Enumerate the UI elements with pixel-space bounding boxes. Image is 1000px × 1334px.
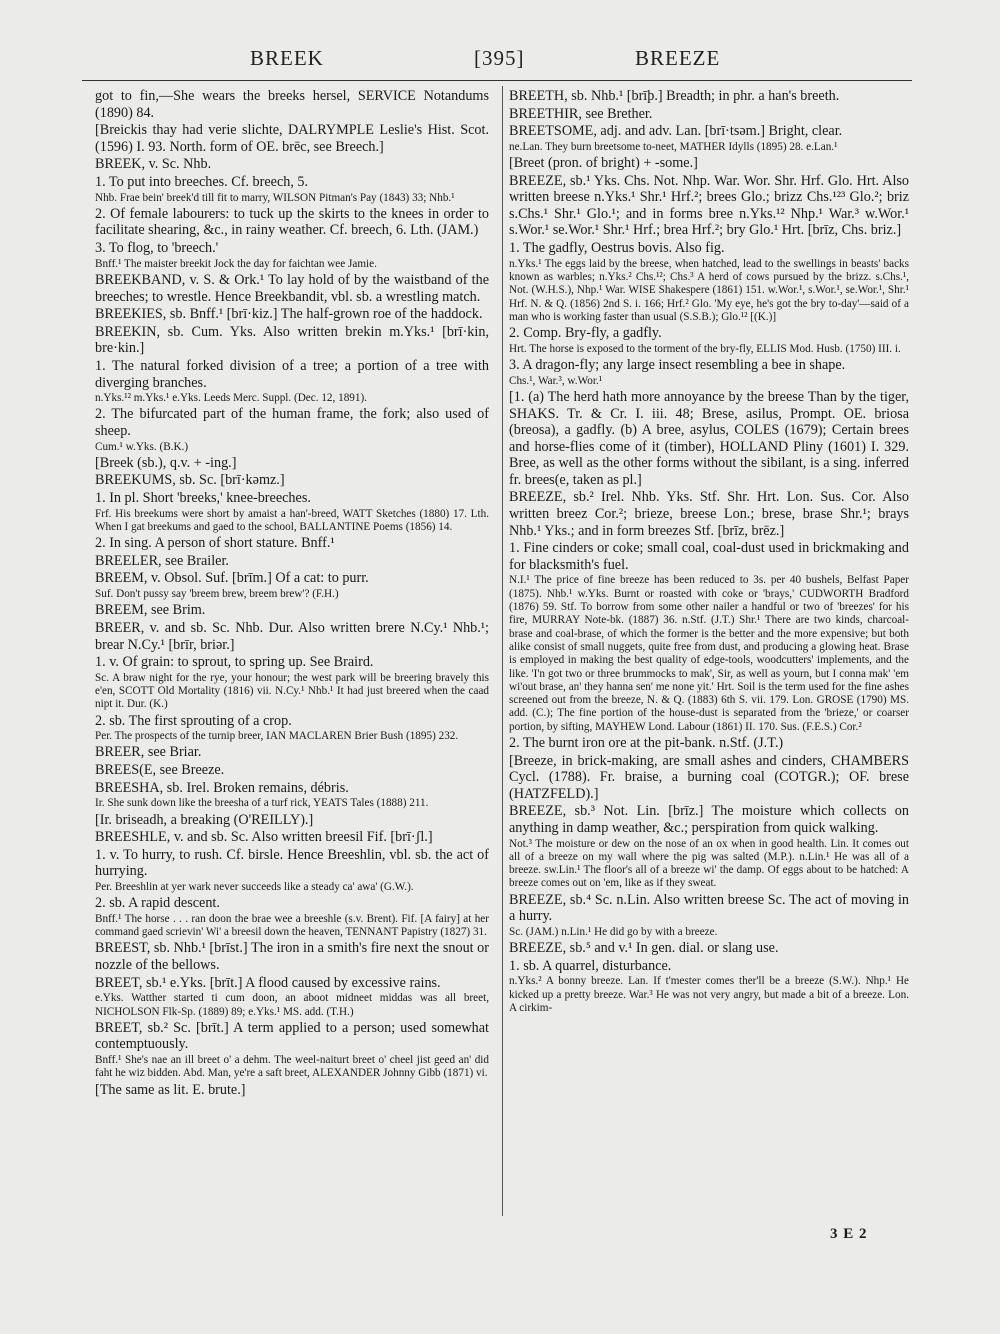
header-right-guideword: BREEZE [635,46,721,70]
entry-paragraph: [Breickis thay had verie slichte, DALRYMPLE Leslie's Hist. Scot. (1596) I. 93. North. form of OE. brēc, see Breech.] [95,122,489,155]
entry-paragraph: BREEZE, sb.⁵ and v.¹ In gen. dial. or slang use. [509,940,779,957]
entry-paragraph: BREEZE, sb.² Irel. Nhb. Yks. Stf. Shr. Hrt. Lon. Sus. Cor. Also written breez Cor.²; brieze, breese Lon.; brese, brase Shr.¹; brays Nhb.¹ Yks.; and in form breezes Stf. [brīz, brēz.] [509,489,909,539]
entry-paragraph: BREEZE, sb.¹ Yks. Chs. Not. Nhp. War. Wor. Shr. Hrf. Glo. Hrt. Also written breese n.Yks.¹ Shr.¹ Hrf.²; brees Glo.; brizz Chs.¹²³ Glo.²; briz s.Chs.¹ Shr.¹ Glo.¹; and in forms bree n.Yks.¹² Nhp.¹ War.³ w.Wor.¹ s.Wor.¹ se.Wor.¹ Shr.¹ Hrf.; brea Hrf.²; bry Glo.¹ Hrt. [brīz, Chs. briz.] [509,172,909,239]
entry-paragraph: [The same as lit. E. brute.] [95,1081,246,1098]
citation-paragraph: Sc. A braw night for the rye, your honour; the west park will be breering bravely this e'en, SCOTT Old Mortality (1816) vii. N.Cy.¹ Nhb.¹ It had just breered when the caad nipt it. Dur. (K.) [95,671,489,711]
citation-paragraph: Sc. (JAM.) n.Lin.¹ He did go by with a breeze. [509,925,718,938]
citation-paragraph: Suf. Don't pussy say 'breem brew, breem brew'? (F.H.) [95,588,339,601]
entry-paragraph: 2. Comp. Bry-fly, a gadfly. [509,325,662,342]
entry-paragraph: BREEM, see Brim. [95,602,206,619]
entry-paragraph: [Breeze, in brick-making, are small ashes and cinders, CHAMBERS Cycl. (1788). Fr. braise, a burning coal (COTGR.); OF. brese (HATZFELD).] [509,752,909,802]
signature-mark: 3 E 2 [830,1226,868,1242]
entry-paragraph: BREEKUMS, sb. Sc. [brī·kəmz.] [95,472,285,489]
entry-paragraph: 2. sb. The first sprouting of a crop. [95,712,292,729]
citation-paragraph: n.Yks.¹ The eggs laid by the breese, when hatched, lead to the swellings in beasts' backs known as warbles; n.Yks.² Chs.¹²; Chs.³ A herd of cows pursued by the brizz. s.Chs.¹, Not. (W.H.S.), Nhp.¹ War. WISE Shakespere (1861) 151. w.Wor.¹, s.Wor.¹, se.Wor.¹, Shr.¹ Hrf. N. & Q. (1856) 2nd S. i. 166; Hrf.² Glo. 'My eye, he's got the bry to-day'—said of a man who is working faster than usual (S.S.B.); Glo.¹² [(K.)] [509,257,909,323]
citation-paragraph: Hrt. The horse is exposed to the torment of the bry-fly, ELLIS Mod. Husb. (1750) III. i. [509,342,901,355]
entry-paragraph: 2. The bifurcated part of the human frame, the fork; also used of sheep. [95,406,489,439]
entry-paragraph: BREETSOME, adj. and adv. Lan. [brī·tsəm.] Bright, clear. [509,123,843,140]
entry-paragraph: BREEST, sb. Nhb.¹ [brīst.] The iron in a smith's fire next the snout or nozzle of the bellows. [95,940,489,974]
column-divider [502,86,503,1216]
entry-paragraph: BREESHA, sb. Irel. Broken remains, débris. [95,779,349,796]
entry-paragraph: BREEK, v. Sc. Nhb. [95,156,212,173]
citation-paragraph: Frf. His breekums were short by amaist a han'-breed, WATT Sketches (1880) 17. Lth. When I gat breekums and gaed to the school, BALLANTINE Poems (1856) 14. [95,507,489,533]
entry-paragraph: BREET, sb.² Sc. [brīt.] A term applied to a person; used somewhat contemptuously. [95,1019,489,1053]
entry-paragraph: 1. To put into breeches. Cf. breech, 5. [95,173,309,190]
citation-paragraph: n.Yks.² A bonny breeze. Lan. If t'mester comes ther'll be a breeze (S.W.). Nhp.¹ He kicked up a pretty breeze. War.³ He was not very angry, but made a bit of a breeze. Lon. A cirkim- [509,975,909,1015]
entry-paragraph: BREEZE, sb.⁴ Sc. n.Lin. Also written breese Sc. The act of moving in a hurry. [509,891,909,925]
entry-paragraph: BREEM, v. Obsol. Suf. [brīm.] Of a cat: to purr. [95,570,369,587]
entry-paragraph: BREEKBAND, v. S. & Ork.¹ To lay hold of by the waistband of the breeches; to wrestle. Hence Breekbandit, vbl. sb. a wrestling match. [95,271,489,305]
citation-paragraph: Not.³ The moisture or dew on the nose of an ox when in good health. Lin. It comes out all of a breeze on my wall where the pig was salted (M.P.). n.Lin.¹ He was all of a breeze. sw.Lin.¹ The floor's all of a breeze wi' the damp. Of eggs about to be hatched: A breeze comes out on 'em, like as if they sweat. [509,837,909,890]
entry-paragraph: [Breek (sb.), q.v. + -ing.] [95,454,237,471]
citation-paragraph: n.Yks.¹² m.Yks.¹ e.Yks. Leeds Merc. Suppl. (Dec. 12, 1891). [95,392,367,405]
citation-paragraph: Per. The prospects of the turnip breer, IAN MACLAREN Brier Bush (1895) 232. [95,730,459,743]
entry-paragraph: BREER, v. and sb. Sc. Nhb. Dur. Also written brere N.Cy.¹ Nhb.¹; brear N.Cy.¹ [brīr, briər.] [95,619,489,653]
entry-paragraph: BREETH, sb. Nhb.¹ [brīþ.] Breadth; in phr. a han's breeth. [509,88,840,104]
entry-paragraph: 2. sb. A rapid descent. [95,895,220,912]
entry-paragraph: BREELER, see Brailer. [95,552,229,569]
citation-paragraph: e.Yks. Watther started ti cum doon, an aboot midneet middas was all breet, NICHOLSON Flk-Sp. (1889) 89; e.Yks.¹ MS. add. (T.H.) [95,992,489,1018]
entry-paragraph: BREEZE, sb.³ Not. Lin. [brīz.] The moisture which collects on anything in damp weather, &c.; perspiration from quick walking. [509,803,909,836]
entry-paragraph: BREETHIR, see Brether. [509,105,653,122]
entry-paragraph: BREES(E, see Breeze. [95,762,225,779]
entry-paragraph: [Breet (pron. of bright) + -some.] [509,155,698,172]
entry-paragraph: 1. sb. A quarrel, disturbance. [509,957,672,974]
entry-paragraph: [1. (a) The herd hath more annoyance by the breese Than by the tiger, SHAKS. Tr. & Cr. I. iii. 48; Brese, asilus, Prompt. OE. briosa (breosa), a gadfly. (b) A bree, asylus, COLES (1679); Certain brees and horse-flies come of it (timber), HOLLAND Pliny (1601) I. 329. Bree, as well as the other forms without the sibilant, is a sing. inferred fr. brees(e, taken as pl.] [509,388,909,488]
citation-paragraph: ne.Lan. They burn breetsome to-neet, MATHER Idylls (1895) 28. e.Lan.¹ [509,140,838,153]
citation-paragraph: Nhb. Frae bein' breek'd till fit to marry, WILSON Pitman's Pay (1843) 33; Nhb.¹ [95,191,455,204]
entry-paragraph: 1. Fine cinders or coke; small coal, coal-dust used in brickmaking and for blacksmith's fuel. [509,540,909,573]
entry-paragraph: got to fin,—She wears the breeks hersel, SERVICE Notandums (1890) 84. [95,88,489,121]
header-rule [82,80,912,81]
citation-paragraph: N.I.¹ The price of fine breeze has been reduced to 3s. per 40 bushels, Belfast Paper (1875). Nhb.¹ w.Yks. Burnt or roasted with coke or 'brays,' CUDWORTH Bradford (1876) 59. Stf. To borrow from some other nailer a handful or two of 'breezes' for his fire, MURRAY Note-bk. (1887) 36. n.Stf. (J.T.) Shr.¹ There are two kinds, charcoal-brase and coal-brase, of which the former is the better and the more expensive; but both alike consist of small nuggets, quite free from dust, and producing a glowing heat. Brase is employed in making the best quality of edge-tools, woodcutters' implements, and the like. 'I'n got two or three brummocks to mak', Sir, as well as yourn, but I conna mak' 'em wi'out brase, an' they hanna sen' me none yit.' Hrt. Soil is the term used for the fine ashes screened out from the breeze, N. & Q. (1883) 6th S. vii. 179. Lon. GROSE (1790) MS. add. (C.); The fine portion of the house-dust is separated from the 'brieze,' or coarser portion, by sifting, MAYHEW Lond. Labour (1861) II. 170. Sus. (F.E.S.) Cor.² [509,574,909,733]
entry-paragraph: 1. v. Of grain: to sprout, to spring up. See Braird. [95,654,374,671]
entry-paragraph: [Ir. briseadh, a breaking (O'REILLY).] [95,811,314,828]
entry-paragraph: 2. Of female labourers: to tuck up the skirts to the knees in order to facilitate shearing, &c., in rainy weather. Cf. breech, 6. Lth. (JAM.) [95,205,489,239]
entry-paragraph: 2. In sing. A person of short stature. Bnff.¹ [95,535,335,552]
entry-paragraph: BREESHLE, v. and sb. Sc. Also written breesil Fif. [brī·ʃl.] [95,829,433,846]
entry-paragraph: BREEKIN, sb. Cum. Yks. Also written brekin m.Yks.¹ [brī·kin, bre·kin.] [95,323,489,357]
entry-paragraph: 2. The burnt iron ore at the pit-bank. n.Stf. (J.T.) [509,735,784,751]
page-number: [395] [474,46,525,70]
citation-paragraph: Bnff.¹ The maister breekit Jock the day for faichtan wee Jamie. [95,257,377,270]
entry-paragraph: BREEKIES, sb. Bnff.¹ [brī·kiz.] The half-grown roe of the haddock. [95,306,483,323]
entry-paragraph: 1. The gadfly, Oestrus bovis. Also fig. [509,240,725,257]
right-column [509,88,909,1218]
citation-paragraph: Cum.¹ w.Yks. (B.K.) [95,440,189,453]
header-left-guideword: BREEK [250,46,324,70]
citation-paragraph: Bnff.¹ She's nae an ill breet o' a dehm. The weel-naiturt breet o' cheel jist geed an' did faht he wiz bidden. Abd. Man, ye're a saft breet, ALEXANDER Johnny Gibb (1871) vi. [95,1053,489,1080]
citation-paragraph: Ir. She sunk down like the breesha of a turf rick, YEATS Tales (1888) 211. [95,797,429,810]
citation-paragraph: Chs.¹, War.³, w.Wor.¹ [509,374,603,387]
entry-paragraph: 1. v. To hurry, to rush. Cf. birsle. Hence Breeshlin, vbl. sb. the act of hurrying. [95,846,489,880]
entry-paragraph: 1. In pl. Short 'breeks,' knee-breeches. [95,490,311,507]
left-column [95,88,489,1218]
citation-paragraph: Per. Breeshlin at yer wark never succeeds like a steady ca' awa' (G.W.). [95,880,414,893]
entry-paragraph: BREET, sb.¹ e.Yks. [brīt.] A flood caused by excessive rains. [95,974,441,991]
citation-paragraph: Bnff.¹ The horse . . . ran doon the brae wee a breeshle (s.v. Brent). Fif. [A fairy] at her command gaed scrievin' Wi' a breesil down the heaven, TENNANT Papistry (1827) 31. [95,912,489,939]
entry-paragraph: 3. To flog, to 'breech.' [95,240,219,257]
entry-paragraph: 3. A dragon-fly; any large insect resembling a bee in shape. [509,357,846,374]
entry-paragraph: 1. The natural forked division of a tree; a portion of a tree with diverging branches. [95,357,489,391]
entry-paragraph: BREER, see Briar. [95,744,202,761]
